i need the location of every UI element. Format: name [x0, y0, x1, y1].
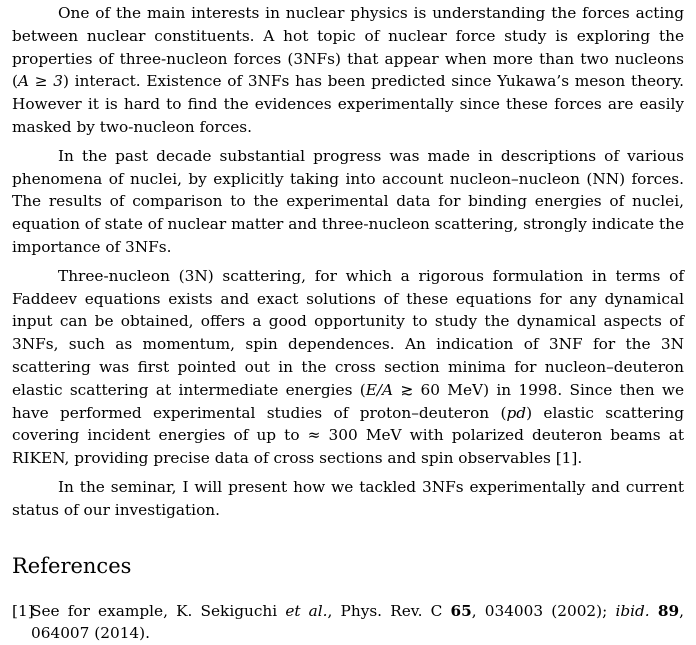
paragraph-4-text: In the seminar, I will present how we tackled 3NFs experimentally and current status of our investigation.	[12, 477, 684, 519]
paragraph-2	[12, 145, 684, 259]
reference-item	[12, 600, 684, 645]
reference-volume-2: 89	[657, 601, 680, 620]
reference-list	[12, 600, 684, 645]
reference-text-e: , 064007 (2014).	[31, 601, 684, 643]
reference-text-c: , 034003 (2002);	[471, 601, 616, 620]
paragraph-3	[12, 265, 684, 470]
paragraph-1-text-a: One of the main interests in nuclear physics is understanding the forces acting between nuclear constituents. A hot topic of nuclear force study is exploring the properties of three-nucleon forces (3NFs) that appear when more than two nucleons (	[12, 4, 684, 91]
paragraph-3-text-a: Three-nucleon (3N) scattering, for which a rigorous formulation in terms of Faddeev equations exists and exact solutions of these equations for any dynamical input can be obtained, offers a good opportunity to study the dynamical aspects of 3NFs, such as momentum, spin dependences. An indication of 3NF for the 3N scattering was first pointed out in the cross section minima for nucleon–deuteron elastic scattering at intermediate energies (	[12, 266, 684, 399]
paragraph-3-math-energy: E/A	[365, 380, 394, 399]
paragraph-2-text: In the past decade substantial progress was made in descriptions of various phenomena of nuclei, by explicitly taking into account nucleon–nucleon (NN) forces. The results of comparison to the experimental data for binding energies of nuclei, equation of state of nuclear matter and three-nucleon scattering, strongly indicate the importance of 3NFs.	[12, 146, 684, 256]
paragraph-1	[12, 2, 684, 139]
reference-volume-1: 65	[450, 601, 472, 620]
paragraph-3-text-b: ≳ 60 MeV) in 1998. Since then we have performed experimental studies of proton–deuteron (	[12, 380, 685, 422]
paragraph-1-text-b: ) interact. Existence of 3NFs has been predicted since Yukawa’s meson theory. However it is hard to find the evidences experimentally since these forces are easily masked by two-nucleon forces.	[12, 72, 684, 136]
reference-text-d	[650, 602, 658, 620]
paragraph-3-math-pd: pd	[506, 403, 527, 422]
paragraph-3-text-c: ) elastic scattering covering incident energies of up to ≈ 300 MeV with polarized deuteron beams at RIKEN, providing precise data of cross sections and spin observables [1].	[12, 403, 685, 468]
reference-et-al: et al.	[285, 601, 328, 620]
reference-text-a: See for example, K. Sekiguchi	[31, 601, 286, 620]
reference-ibid: ibid.	[615, 601, 650, 620]
references-heading: References	[12, 553, 132, 578]
paragraph-4	[12, 476, 684, 522]
reference-number: [1]	[12, 601, 34, 620]
reference-text-b: , Phys. Rev. C	[327, 601, 451, 620]
document-page	[12, 2, 684, 645]
paragraph-1-math: A ≥ 3	[17, 72, 63, 91]
